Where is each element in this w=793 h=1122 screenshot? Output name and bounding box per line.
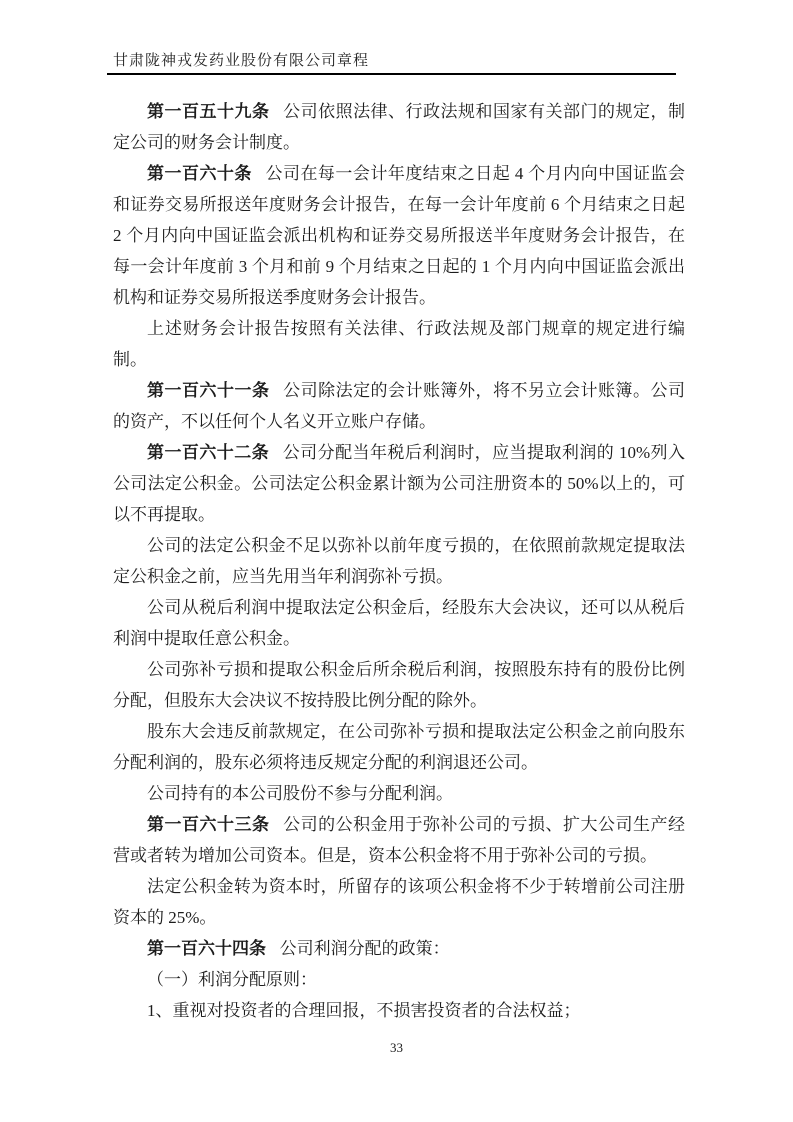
body-paragraph (113, 654, 685, 716)
paragraph-text: 公司除法定的会计账簿外，将不另立会计账簿。公司的资产，不以任何个人名义开立账户存储。 (113, 381, 686, 431)
article-paragraph (113, 933, 685, 964)
article-number: 第一百六十三条 (147, 815, 270, 834)
article-number: 第一百六十条 (147, 164, 252, 183)
page-number: 33 (390, 1040, 403, 1055)
body-paragraph (113, 871, 685, 933)
body-paragraph (113, 995, 685, 1026)
header-rule (107, 73, 676, 75)
paragraph-text: 公司弥补亏损和提取公积金后所余税后利润，按照股东持有的股份比例分配，但股东大会决议不按持股比例分配的除外。 (113, 660, 685, 710)
paragraph-text: 公司持有的本公司股份不参与分配利润。 (147, 784, 453, 803)
paragraph-text: 公司分配当年税后利润时，应当提取利润的 10%列入公司法定公积金。公司法定公积金累计额为公司注册资本的 50%以上的，可以不再提取。 (113, 443, 685, 524)
paragraph-text: 上述财务会计报告按照有关法律、行政法规及部门规章的规定进行编制。 (113, 319, 685, 369)
article-number: 第一百六十四条 (147, 939, 266, 958)
article-paragraph (113, 96, 685, 158)
page-footer (0, 1040, 793, 1056)
article-paragraph (113, 158, 685, 313)
article-number: 第一百六十二条 (147, 443, 270, 462)
body-paragraph (113, 778, 685, 809)
paragraph-text: 1、重视对投资者的合理回报，不损害投资者的合法权益； (147, 1001, 581, 1020)
body-paragraph (113, 716, 685, 778)
article-paragraph (113, 375, 685, 437)
article-paragraph (113, 809, 685, 871)
document-body (113, 96, 685, 1026)
article-number: 第一百六十一条 (147, 381, 270, 400)
body-paragraph (113, 530, 685, 592)
paragraph-text: （一）利润分配原则： (147, 970, 317, 989)
paragraph-text: 公司的公积金用于弥补公司的亏损、扩大公司生产经营或者转为增加公司资本。但是，资本公积金将不用于弥补公司的亏损。 (113, 815, 686, 865)
body-paragraph (113, 313, 685, 375)
paragraph-text: 公司依照法律、行政法规和国家有关部门的规定，制定公司的财务会计制度。 (113, 102, 686, 152)
article-paragraph (113, 437, 685, 530)
body-paragraph (113, 964, 685, 995)
paragraph-text: 公司在每一会计年度结束之日起 4 个月内向中国证监会和证券交易所报送年度财务会计报告，在每一会计年度前 6 个月结束之日起 2 个月内向中国证监会派出机构和证券交易所报送半年度财务会计报告，在每一会计年度前 3 个月和前 9 个月结束之日起的 1 个月内向中国证监会派出机构和证券交易所报送季度财务会计报告。 (113, 164, 686, 307)
paragraph-text: 法定公积金转为资本时，所留存的该项公积金将不少于转增前公司注册资本的 25%。 (113, 877, 685, 927)
paragraph-text: 股东大会违反前款规定，在公司弥补亏损和提取法定公积金之前向股东分配利润的，股东必须将违反规定分配的利润退还公司。 (113, 722, 685, 772)
paragraph-text: 公司的法定公积金不足以弥补以前年度亏损的，在依照前款规定提取法定公积金之前，应当先用当年利润弥补亏损。 (113, 536, 685, 586)
body-paragraph (113, 592, 685, 654)
header-title: 甘肃陇神戎发药业股份有限公司章程 (113, 53, 370, 69)
paragraph-text: 公司从税后利润中提取法定公积金后，经股东大会决议，还可以从税后利润中提取任意公积金。 (113, 598, 685, 648)
paragraph-text: 公司利润分配的政策： (279, 939, 450, 958)
article-number: 第一百五十九条 (147, 102, 270, 121)
